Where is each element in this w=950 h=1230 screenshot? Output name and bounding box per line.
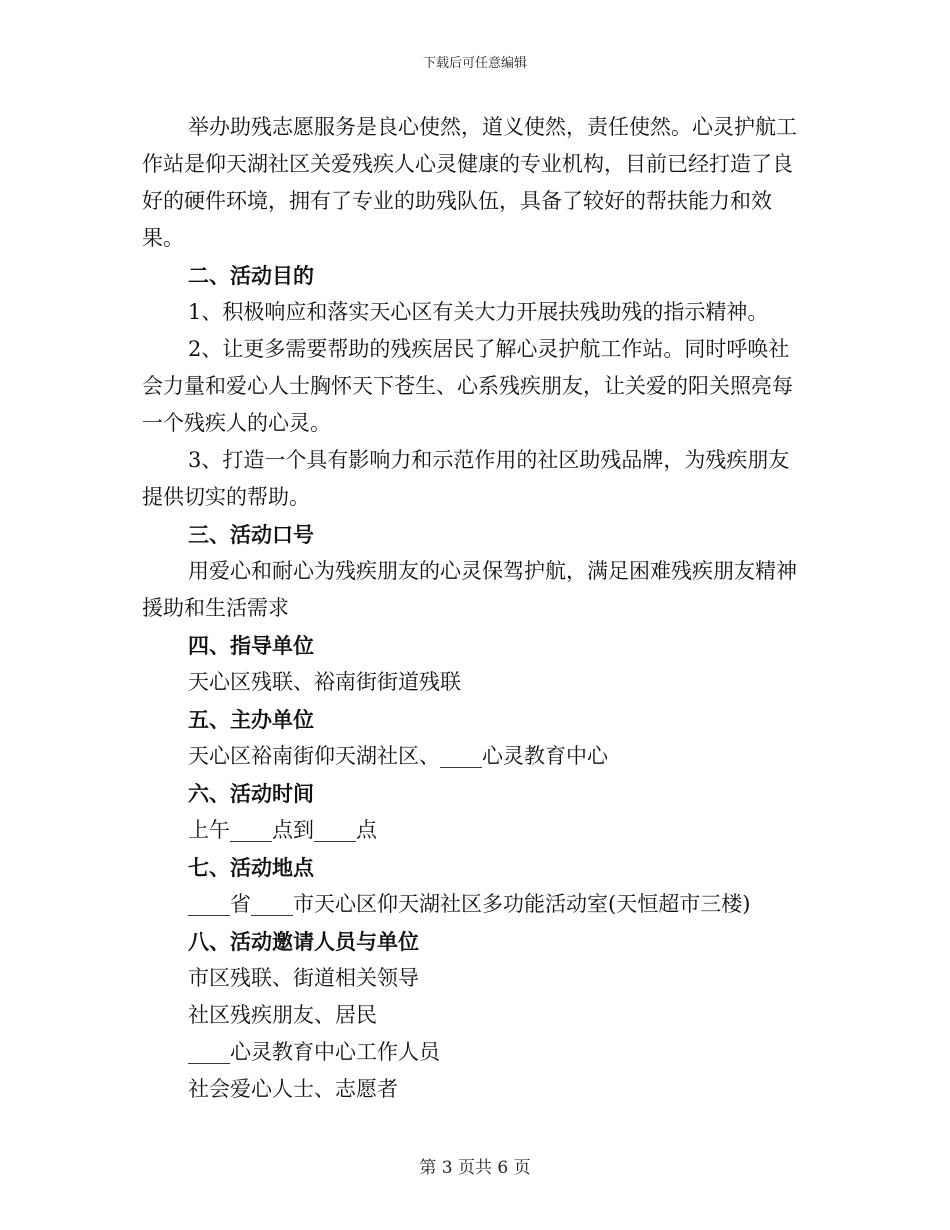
section-6-heading: 六、活动时间	[188, 781, 314, 806]
intro-paragraph: 举办助残志愿服务是良心使然，道义使然，责任使然。心灵护航工作站是仰天湖社区关爱残疾人心灵健康的专业机构，目前已经打造了良好的硬件环境，拥有了专业的助残队伍，具备了较好的帮扶能力和效果。	[142, 115, 797, 250]
page-header: 下载后可任意编辑	[422, 56, 527, 71]
section-3-heading: 三、活动口号	[188, 522, 314, 547]
section-8-heading: 八、活动邀请人员与单位	[188, 929, 419, 954]
section-4-text: 天心区残联、裕南街街道残联	[188, 670, 461, 694]
section-5-text: 天心区裕南街仰天湖社区、____心灵教育中心	[188, 744, 608, 768]
section-7-heading: 七、活动地点	[188, 855, 314, 880]
section-6-text: 上午____点到____点	[188, 818, 377, 842]
section-8-item: 市区残联、街道相关领导	[188, 966, 419, 990]
section-7-text: ____省____市天心区仰天湖社区多功能活动室(天恒超市三楼)	[188, 892, 751, 916]
page-footer: 第 3 页共 6 页	[419, 1158, 531, 1178]
section-2-item-2: 2、让更多需要帮助的残疾居民了解心灵护航工作站。同时呼唤社会力量和爱心人士胸怀天下苍生、心系残疾朋友，让关爱的阳关照亮每一个残疾人的心灵。	[142, 337, 793, 435]
section-3-text: 用爱心和耐心为残疾朋友的心灵保驾护航，满足困难残疾朋友精神援助和生活需求	[142, 559, 797, 620]
section-8-item: 社区残疾朋友、居民	[188, 1003, 377, 1027]
section-4-heading: 四、指导单位	[188, 633, 314, 658]
document-body	[142, 109, 810, 1108]
section-8-item: ____心灵教育中心工作人员	[188, 1040, 440, 1064]
section-2-item-3: 3、打造一个具有影响力和示范作用的社区助残品牌，为残疾朋友提供切实的帮助。	[142, 448, 790, 509]
section-5-heading: 五、主办单位	[188, 707, 314, 732]
section-2-heading: 二、活动目的	[188, 263, 314, 288]
section-2-item-1: 1、积极响应和落实天心区有关大力开展扶残助残的指示精神。	[188, 300, 769, 324]
section-8-item: 社会爱心人士、志愿者	[188, 1077, 398, 1101]
